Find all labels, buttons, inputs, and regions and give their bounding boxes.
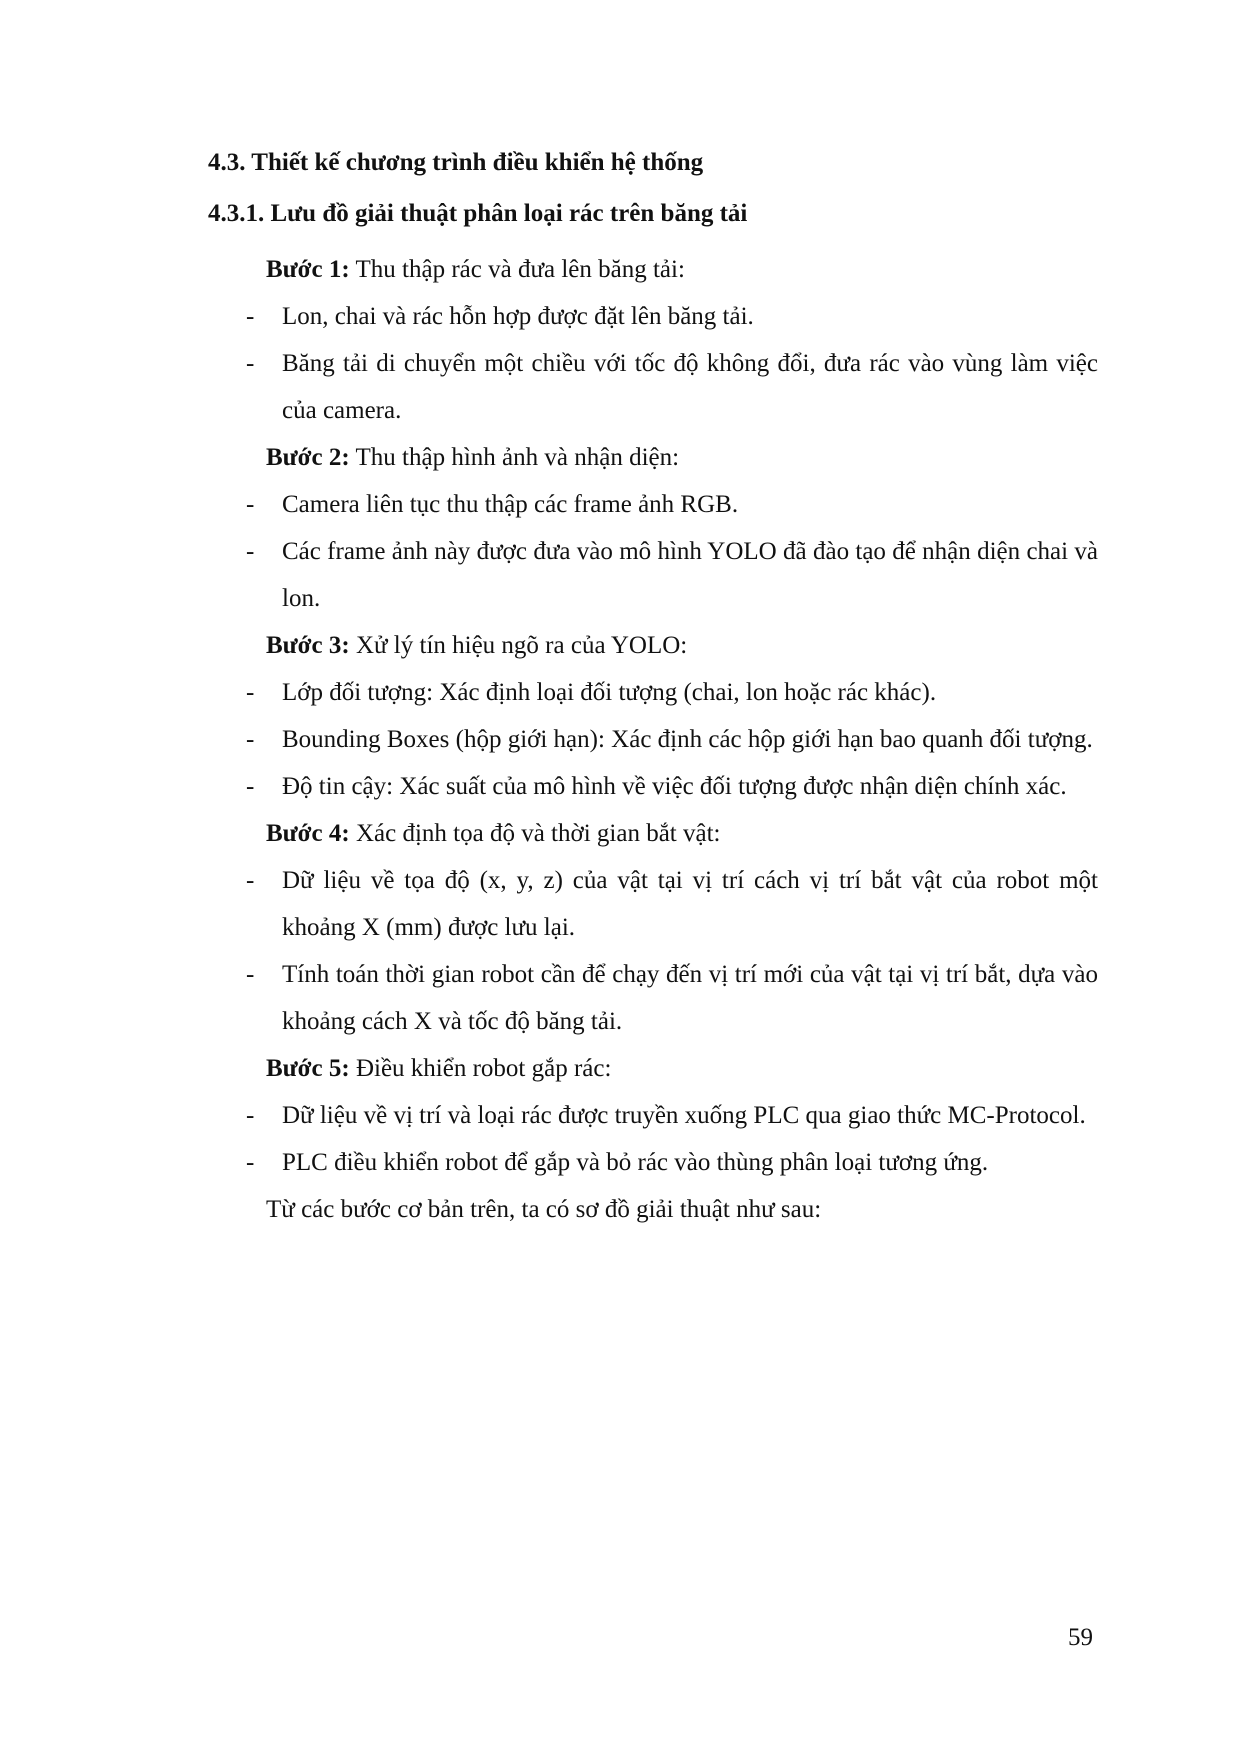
subsection-heading: 4.3.1. Lưu đồ giải thuật phân loại rác trên băng tải: [208, 200, 748, 227]
bullet-text: Các frame ảnh này được đưa vào mô hình YOLO đã đào tạo để nhận diện chai và lon.: [282, 538, 1098, 612]
bullet-dash: -: [246, 773, 255, 800]
step-5-label: Bước 5:: [266, 1055, 350, 1082]
algorithm-steps: [208, 246, 1098, 1233]
step-2-text: Thu thập hình ảnh và nhận diện:: [355, 444, 680, 471]
step-4-title: [208, 810, 1098, 857]
bullet-dash: -: [246, 350, 255, 377]
step-1-text: Thu thập rác và đưa lên băng tải:: [355, 256, 685, 283]
step-4-label: Bước 4:: [266, 820, 350, 847]
step-5-text: Điều khiển robot gắp rác:: [355, 1055, 612, 1082]
step-5-title: [208, 1045, 1098, 1092]
bullet-dash: -: [246, 961, 255, 988]
list-item: [208, 716, 1098, 763]
step-3-text: Xử lý tín hiệu ngõ ra của YOLO:: [355, 632, 688, 659]
bullet-dash: -: [246, 491, 255, 518]
bullet-text: Lon, chai và rác hỗn hợp được đặt lên băng tải.: [282, 303, 754, 330]
step-3-title: [208, 622, 1098, 669]
bullet-text: Bounding Boxes (hộp giới hạn): Xác định các hộp giới hạn bao quanh đối tượng.: [282, 726, 1093, 753]
list-item: [208, 340, 1098, 434]
bullet-text: Lớp đối tượng: Xác định loại đối tượng (chai, lon hoặc rác khác).: [282, 679, 937, 706]
list-item: [208, 528, 1098, 622]
bullet-dash: -: [246, 1102, 255, 1129]
bullet-text: Tính toán thời gian robot cần để chạy đến vị trí mới của vật tại vị trí bắt, dựa vào khoảng cách X và tốc độ băng tải.: [282, 961, 1098, 1035]
list-item: [208, 481, 1098, 528]
step-2-title: [208, 434, 1098, 481]
step-3-label: Bước 3:: [266, 632, 350, 659]
bullet-dash: -: [246, 679, 255, 706]
bullet-text: Camera liên tục thu thập các frame ảnh RGB.: [282, 491, 739, 518]
list-item: [208, 293, 1098, 340]
list-item: [208, 951, 1098, 1045]
page-number: 59: [1068, 1624, 1093, 1651]
bullet-dash: -: [246, 303, 255, 330]
step-2-label: Bước 2:: [266, 444, 350, 471]
section-heading: 4.3. Thiết kế chương trình điều khiển hệ thống: [208, 149, 704, 176]
closing-sentence: Từ các bước cơ bản trên, ta có sơ đồ giải thuật như sau:: [266, 1196, 822, 1223]
list-item: [208, 669, 1098, 716]
bullet-text: Băng tải di chuyển một chiều với tốc độ không đổi, đưa rác vào vùng làm việc của camera.: [282, 350, 1098, 424]
bullet-dash: -: [246, 1149, 255, 1176]
step-1-label: Bước 1:: [266, 256, 350, 283]
bullet-text: Độ tin cậy: Xác suất của mô hình về việc đối tượng được nhận diện chính xác.: [282, 773, 1067, 800]
list-item: [208, 763, 1098, 810]
list-item: [208, 857, 1098, 951]
bullet-text: Dữ liệu về tọa độ (x, y, z) của vật tại vị trí cách vị trí bắt vật của robot một khoảng X (mm) được lưu lại.: [282, 867, 1098, 941]
step-4-text: Xác định tọa độ và thời gian bắt vật:: [355, 820, 721, 847]
list-item: [208, 1092, 1098, 1139]
bullet-text: Dữ liệu về vị trí và loại rác được truyền xuống PLC qua giao thức MC-Protocol.: [282, 1102, 1086, 1129]
bullet-dash: -: [246, 867, 255, 894]
bullet-dash: -: [246, 538, 255, 565]
step-1-title: [208, 246, 1098, 293]
list-item: [208, 1139, 1098, 1186]
bullet-text: PLC điều khiển robot để gắp và bỏ rác vào thùng phân loại tương ứng.: [282, 1149, 989, 1176]
bullet-dash: -: [246, 726, 255, 753]
